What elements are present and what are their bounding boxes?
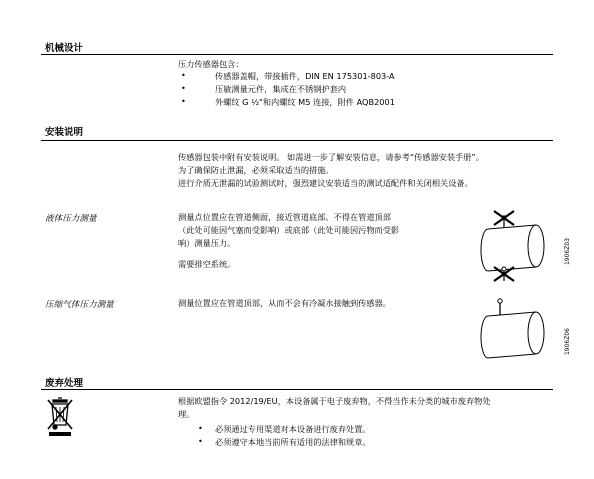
section-title-disposal: 废弃处理 [45,378,84,389]
figure-code: 1906Z03 [564,238,571,266]
liquid-text-line-2: （此处可能因气塞而受影响）或底部（此处可能因污物而受影 [178,225,400,235]
mechanical-intro: 压力传感器包含： [178,59,244,69]
installation-line-2: 为了确保防止泄漏，必须采取适当的措施。 [178,165,334,175]
section-divider [41,54,553,55]
liquid-note: 需要排空系统。 [178,259,236,269]
bullet: • [181,70,186,80]
section-title-mechanical: 机械设计 [45,43,84,54]
bullet: • [198,423,203,433]
installation-line-3: 进行介质无泄漏的试验测试时，强烈建议安装适当的测试适配件和关闭相关设备。 [178,178,473,188]
bullet: • [181,83,186,93]
mechanical-bullet-1: 传感器盖帽，带接插件，DIN EN 175301-803-A [215,71,395,81]
liquid-pressure-label: 液体压力测量 [45,214,97,224]
gas-pipe-diagram [470,296,558,364]
gas-pressure-label: 压缩气体压力测量 [45,300,114,310]
installation-line-1: 传感器包装中附有安装说明。 如需进一步了解安装信息，请参考“传感器安装手册”。 [178,152,484,162]
disposal-bullet-1: 必须通过专用渠道对本设备进行废弃处置。 [215,424,371,434]
figure-code: 1906Z06 [564,328,571,356]
bullet: • [198,436,203,446]
disposal-line-1: 根据欧盟指令 2012/19/EU，本设备属于电子废弃物，不得当作未分类的城市废弃物处 [178,396,491,406]
section-divider [41,389,553,390]
section-title-installation: 安装说明 [45,127,84,138]
weee-bin-icon [45,395,75,437]
mechanical-bullet-3: 外螺纹 G ½"和内螺纹 M5 连接，附件 AQB2001 [215,97,395,107]
liquid-pipe-diagram [470,205,558,285]
liquid-text-line-1: 测量点位置应在管道侧面，接近管道底部。不得在管道顶部 [178,212,391,222]
gas-text-line: 测量位置应在管道顶部，从而不会有冷凝水接触到传感器。 [178,298,391,308]
section-divider [41,140,553,141]
mechanical-bullet-2: 压敏测量元件，集成在不锈钢护套内 [215,84,347,94]
liquid-text-line-3: 响）测量压力。 [178,238,236,248]
disposal-line-2: 理。 [178,409,195,419]
disposal-bullet-2: 必须遵守本地当前所有适用的法律和规章。 [215,437,371,447]
bullet: • [181,96,186,106]
